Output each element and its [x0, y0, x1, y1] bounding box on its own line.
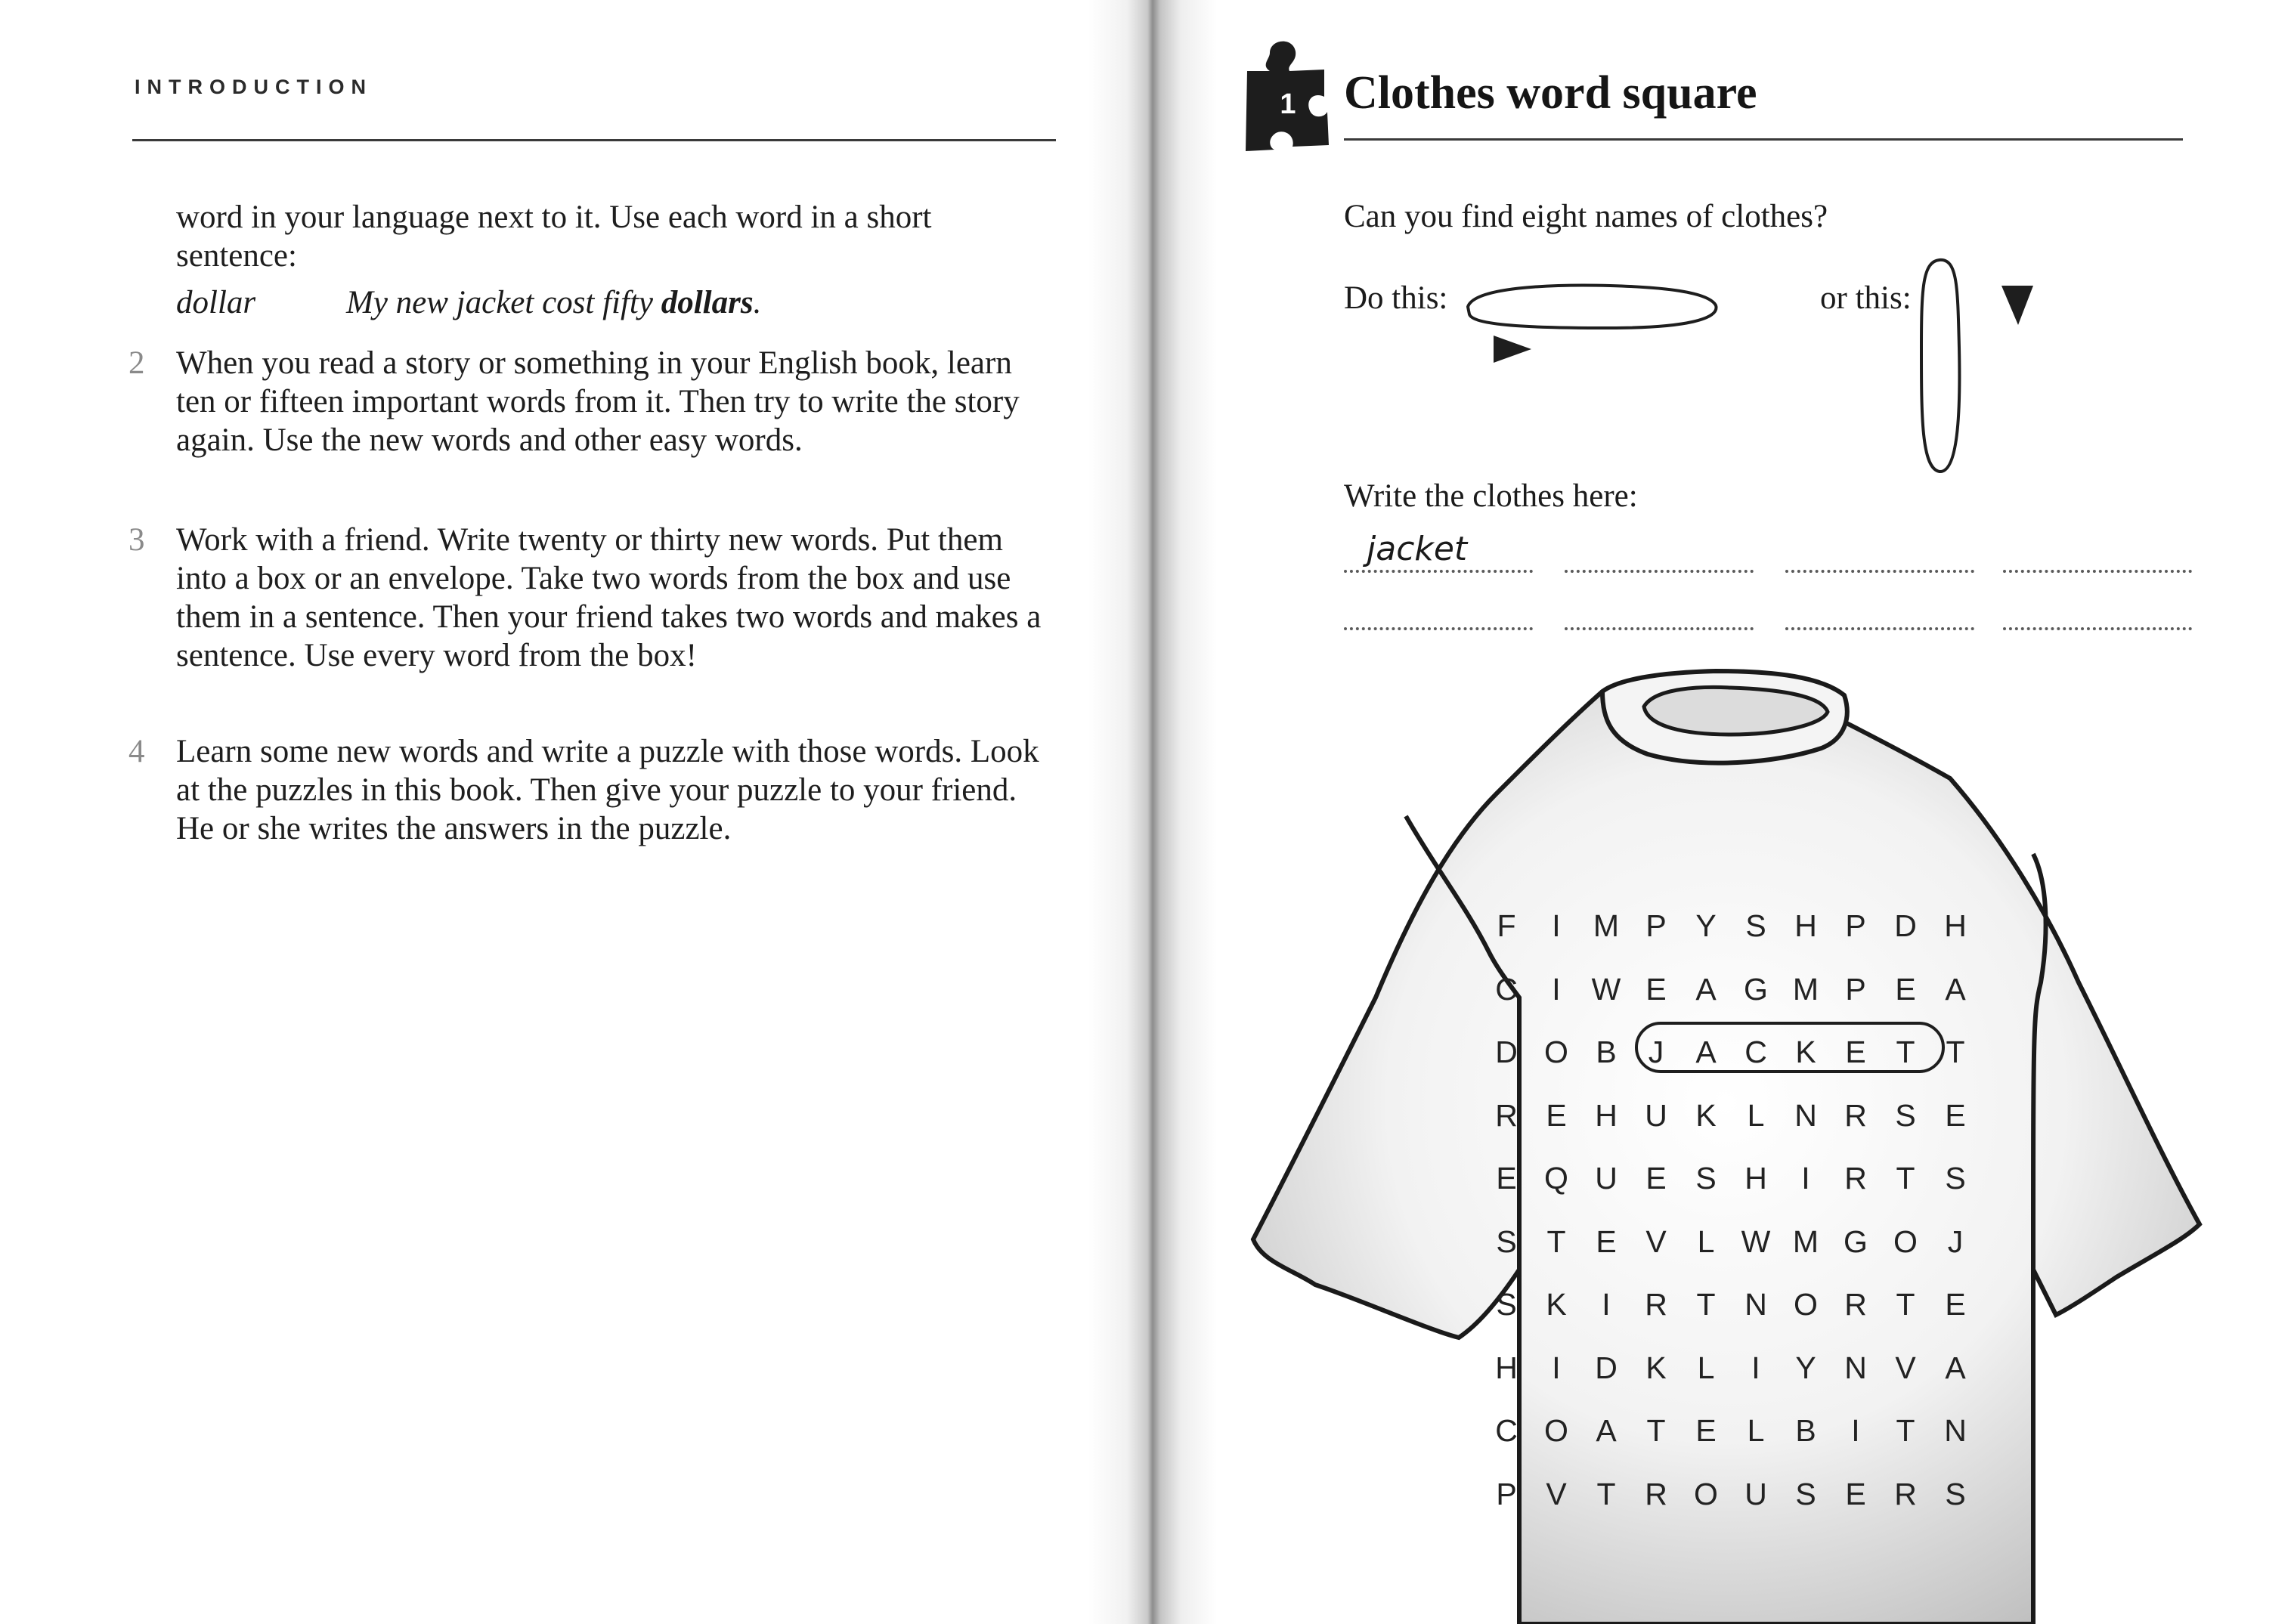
answer-line[interactable]	[2003, 594, 2192, 630]
grid-row	[1481, 1090, 1980, 1154]
grid-cell[interactable]: W	[1591, 971, 1621, 1007]
answer-line[interactable]	[1785, 537, 1974, 573]
grid-cell[interactable]: E	[1945, 1097, 1966, 1133]
grid-cell[interactable]: S	[1945, 1161, 1966, 1196]
list-item-text: When you read a story or something in your English book, learn ten or fifteen important words from it. Then try to write the story again. Use the new words and other easy words.	[176, 345, 1020, 458]
grid-cell[interactable]: S	[1795, 1476, 1816, 1511]
grid-cell[interactable]: U	[1744, 1476, 1767, 1511]
grid-cell[interactable]: T	[1896, 1287, 1915, 1322]
grid-cell[interactable]: P	[1645, 908, 1667, 943]
grid-cell[interactable]: T	[1896, 1413, 1915, 1448]
grid-cell[interactable]: S	[1895, 1097, 1916, 1133]
grid-cell[interactable]: E	[1945, 1287, 1966, 1322]
list-item-text: Learn some new words and write a puzzle with those words. Look at the puzzles in this book. Then give your puzzle to your friend. He or she writes the answers in the puzzle.	[176, 734, 1039, 846]
answer-handwritten: jacket	[1367, 530, 1468, 568]
grid-cell[interactable]: B	[1795, 1413, 1816, 1448]
header-rule-left	[132, 139, 1056, 141]
grid-cell[interactable]: C	[1744, 1035, 1767, 1069]
grid-cell[interactable]: I	[1851, 1413, 1860, 1448]
grid-cell[interactable]: E	[1695, 1413, 1717, 1448]
grid-row	[1481, 1217, 1980, 1280]
grid-row	[1481, 901, 1980, 964]
grid-cell[interactable]: A	[1596, 1413, 1617, 1448]
grid-cell[interactable]: T	[1946, 1035, 1965, 1069]
grid-cell[interactable]: P	[1496, 1476, 1517, 1511]
write-prompt: Write the clothes here:	[1344, 478, 1638, 514]
horizontal-ring	[1468, 286, 1717, 328]
grid-cell[interactable]: I	[1801, 1161, 1810, 1196]
book-gutter-shadow	[1088, 0, 1217, 1624]
continuation-paragraph: word in your language next to it. Use each word in a short sentence:	[176, 200, 932, 274]
grid-cell[interactable]: R	[1844, 1161, 1867, 1196]
grid-cell[interactable]: E	[1845, 1035, 1866, 1069]
example-line	[176, 284, 761, 321]
grid-cell[interactable]: L	[1747, 1413, 1765, 1448]
list-item-number: 3	[128, 522, 145, 558]
grid-cell[interactable]: U	[1645, 1097, 1667, 1133]
arrow-right-icon	[1494, 336, 1531, 363]
grid-cell[interactable]: J	[1648, 1035, 1664, 1069]
list-item	[128, 344, 1057, 459]
grid-cell[interactable]: V	[1645, 1223, 1667, 1259]
grid-row	[1481, 1343, 1980, 1406]
example-bold-word: dollars	[661, 285, 754, 320]
grid-cell[interactable]: R	[1844, 1097, 1867, 1133]
grid-cell[interactable]: L	[1747, 1097, 1765, 1133]
grid-cell[interactable]: R	[1645, 1476, 1667, 1511]
grid-cell[interactable]: B	[1596, 1035, 1617, 1069]
page-title: Clothes word square	[1344, 67, 1757, 119]
example-sentence-start: My new jacket cost fifty	[346, 285, 653, 320]
grid-cell[interactable]: O	[1893, 1223, 1918, 1259]
grid-cell[interactable]: J	[1947, 1223, 1964, 1259]
grid-cell[interactable]: O	[1694, 1476, 1718, 1511]
example-word: dollar	[176, 285, 256, 320]
grid-cell[interactable]: E	[1645, 971, 1667, 1007]
grid-cell[interactable]: Y	[1795, 1350, 1816, 1385]
grid-cell[interactable]: F	[1497, 908, 1516, 943]
word-square-grid	[1481, 901, 1980, 1532]
grid-cell[interactable]: H	[1744, 1161, 1767, 1196]
grid-cell[interactable]: H	[1794, 908, 1817, 943]
grid-cell[interactable]: T	[1546, 1223, 1566, 1259]
grid-cell[interactable]: H	[1944, 908, 1967, 943]
grid-cell[interactable]: R	[1894, 1476, 1917, 1511]
instruction-question: Can you find eight names of clothes?	[1344, 199, 1828, 234]
grid-cell[interactable]: E	[1596, 1223, 1617, 1259]
header-rule-right	[1344, 138, 2183, 141]
grid-cell[interactable]: A	[1695, 971, 1717, 1007]
grid-cell[interactable]: I	[1751, 1350, 1760, 1385]
unit-number: 1	[1280, 88, 1296, 120]
vertical-ring	[1921, 260, 1959, 472]
grid-cell[interactable]: D	[1595, 1350, 1618, 1385]
grid-cell[interactable]: I	[1552, 908, 1561, 943]
grid-cell[interactable]: N	[1944, 1413, 1967, 1448]
grid-cell[interactable]: T	[1696, 1287, 1716, 1322]
grid-cell[interactable]: G	[1844, 1223, 1868, 1259]
grid-cell[interactable]: T	[1646, 1413, 1666, 1448]
example-sentence-end: .	[753, 285, 762, 320]
grid-cell[interactable]: H	[1495, 1350, 1518, 1385]
list-item	[128, 521, 1057, 675]
grid-cell[interactable]: I	[1552, 1350, 1561, 1385]
grid-cell[interactable]: O	[1544, 1413, 1568, 1448]
grid-cell[interactable]: E	[1546, 1097, 1567, 1133]
grid-cell[interactable]: A	[1695, 1035, 1717, 1069]
grid-cell[interactable]: D	[1495, 1035, 1518, 1069]
grid-cell[interactable]: T	[1896, 1161, 1915, 1196]
answer-line[interactable]	[1344, 594, 1533, 630]
grid-cell[interactable]: T	[1896, 1035, 1915, 1069]
grid-cell[interactable]: A	[1945, 971, 1966, 1007]
grid-cell[interactable]: G	[1744, 971, 1768, 1007]
grid-cell[interactable]: K	[1795, 1035, 1816, 1069]
grid-cell[interactable]: U	[1595, 1161, 1618, 1196]
grid-cell[interactable]: K	[1695, 1097, 1717, 1133]
grid-cell[interactable]: E	[1496, 1161, 1517, 1196]
grid-cell[interactable]: T	[1596, 1476, 1616, 1511]
grid-cell[interactable]: V	[1895, 1350, 1916, 1385]
grid-cell[interactable]: R	[1645, 1287, 1667, 1322]
arrow-down-icon	[2001, 286, 2033, 325]
grid-cell[interactable]: W	[1741, 1223, 1771, 1259]
grid-cell[interactable]: S	[1496, 1287, 1517, 1322]
running-head: INTRODUCTION	[135, 76, 373, 98]
grid-row	[1481, 964, 1980, 1028]
tshirt-neck-hole	[1644, 687, 1828, 735]
grid-cell[interactable]: N	[1744, 1287, 1767, 1322]
grid-cell[interactable]: C	[1495, 971, 1518, 1007]
grid-cell[interactable]: P	[1845, 971, 1866, 1007]
direction-examples	[1459, 242, 2048, 484]
answer-line[interactable]	[2003, 537, 2192, 573]
answer-line[interactable]	[1344, 530, 1533, 573]
grid-cell[interactable]: L	[1697, 1350, 1715, 1385]
grid-cell[interactable]: K	[1546, 1287, 1567, 1322]
grid-cell[interactable]: E	[1895, 971, 1916, 1007]
grid-cell[interactable]: I	[1552, 971, 1561, 1007]
grid-cell[interactable]: Y	[1695, 908, 1717, 943]
answer-line[interactable]	[1565, 594, 1754, 630]
grid-cell[interactable]: R	[1495, 1097, 1518, 1133]
list-item-number: 2	[128, 345, 145, 381]
found-word-ring	[1635, 1022, 1945, 1073]
grid-cell[interactable]: Q	[1544, 1161, 1568, 1196]
grid-row	[1481, 1153, 1980, 1217]
grid-cell[interactable]: S	[1496, 1223, 1517, 1259]
grid-cell[interactable]: I	[1602, 1287, 1611, 1322]
grid-cell[interactable]: C	[1495, 1413, 1518, 1448]
grid-cell[interactable]: R	[1844, 1287, 1867, 1322]
answer-line[interactable]	[1565, 537, 1754, 573]
list-item-number: 4	[128, 734, 145, 769]
grid-cell[interactable]: E	[1645, 1161, 1667, 1196]
grid-cell[interactable]: M	[1593, 908, 1620, 943]
grid-row	[1481, 1279, 1980, 1343]
grid-cell[interactable]: P	[1845, 908, 1866, 943]
puzzle-piece-icon	[1240, 32, 1338, 153]
grid-cell[interactable]: S	[1695, 1161, 1717, 1196]
grid-cell[interactable]: M	[1792, 971, 1819, 1007]
grid-cell[interactable]: S	[1945, 1476, 1966, 1511]
grid-cell[interactable]: K	[1645, 1350, 1667, 1385]
grid-row	[1481, 1469, 1980, 1533]
grid-cell[interactable]: V	[1546, 1476, 1567, 1511]
do-this-label: Do this:	[1344, 280, 1448, 316]
grid-cell[interactable]: O	[1794, 1287, 1818, 1322]
grid-row	[1481, 1406, 1980, 1469]
grid-cell[interactable]: E	[1845, 1476, 1866, 1511]
grid-cell[interactable]: H	[1595, 1097, 1618, 1133]
answer-line[interactable]	[1785, 594, 1974, 630]
grid-cell[interactable]: O	[1544, 1035, 1568, 1069]
grid-cell[interactable]: A	[1945, 1350, 1966, 1385]
grid-cell[interactable]: D	[1894, 908, 1917, 943]
list-item-text: Work with a friend. Write twenty or thirty new words. Put them into a box or an envelope. Take two words from the box and use them in a sentence. Then your friend takes two words and makes a sentence. Use every word from the box!	[176, 522, 1042, 673]
or-this-label: or this:	[1820, 280, 1912, 316]
example-sentence	[346, 285, 761, 320]
grid-cell[interactable]: S	[1745, 908, 1766, 943]
list-item	[128, 732, 1057, 848]
grid-cell[interactable]: N	[1794, 1097, 1817, 1133]
grid-cell[interactable]: M	[1792, 1223, 1819, 1259]
grid-cell[interactable]: L	[1697, 1223, 1715, 1259]
grid-cell[interactable]: N	[1844, 1350, 1867, 1385]
